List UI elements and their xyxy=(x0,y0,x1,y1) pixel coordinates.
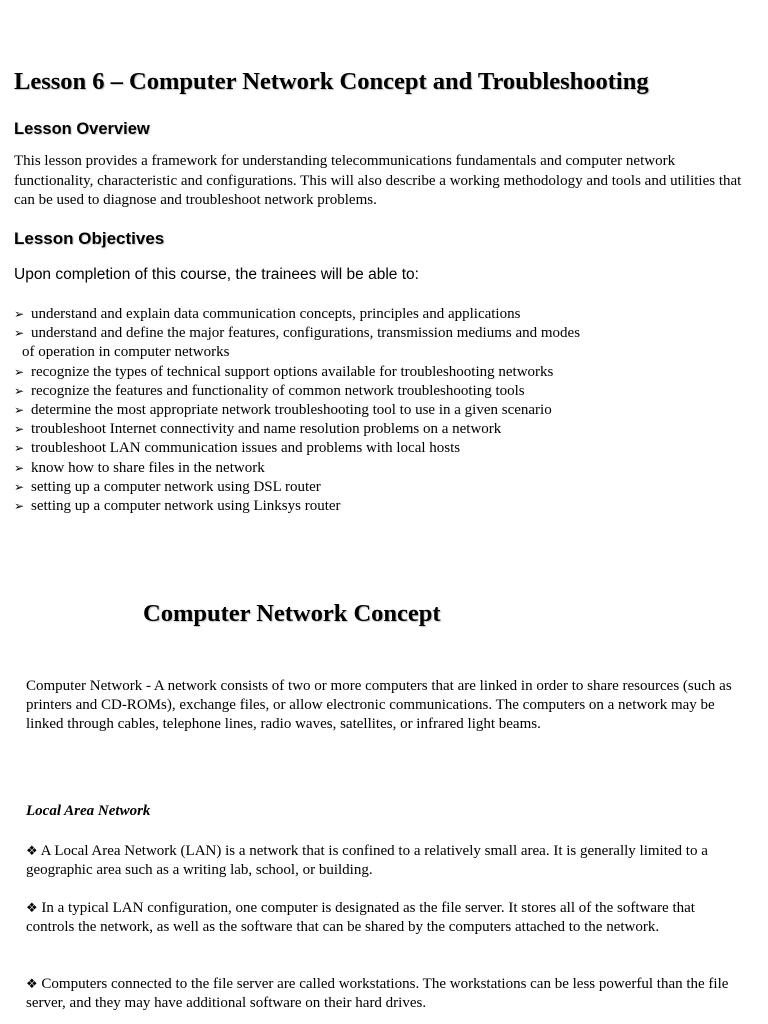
objective-item: ➢ recognize the features and functionality of common network troubleshooting tools xyxy=(14,382,734,401)
page-title: Lesson 6 – Computer Network Concept and Troubleshooting xyxy=(14,68,649,95)
objective-item: ➢ setting up a computer network using DSL router xyxy=(14,478,734,497)
lesson-overview-text: This lesson provides a framework for understanding telecommunications fundamentals and computer network functionality, characteristic and configurations. This will also describe a working methodology and tools and utilities that can be used to diagnose and troubleshoot network problems. xyxy=(14,153,742,208)
objective-item-continuation: of operation in computer networks xyxy=(22,344,230,361)
lan-paragraph: ❖ In a typical LAN configuration, one computer is designated as the file server. It stores all of the software that controls the network, as well as the software that can be shared by the computers attached to the network. xyxy=(26,900,695,936)
objective-item: ➢ know how to share files in the network xyxy=(14,459,734,478)
objective-item: ➢ troubleshoot Internet connectivity and name resolution problems on a network xyxy=(14,420,734,439)
objectives-list xyxy=(14,305,734,516)
objective-item: ➢ setting up a computer network using Linksys router xyxy=(14,497,734,516)
arrow-bullet-icon: ➢ xyxy=(14,364,25,379)
arrow-bullet-icon: ➢ xyxy=(14,460,25,475)
diamond-bullet-icon: ❖ xyxy=(26,977,38,992)
arrow-bullet-icon: ➢ xyxy=(14,422,25,437)
lan-paragraph: ❖ Computers connected to the file server are called workstations. The workstations can be less powerful than the file server, and they may have additional software on their hard drives. xyxy=(26,976,729,1012)
network-definition-text: Computer Network - A network consists of two or more computers that are linked in order to share resources (such as printers and CD-ROMs), exchange files, or allow electronic communications. The computers on a network may be linked through cables, telephone lines, radio waves, satellites, or infrared light beams. xyxy=(26,678,732,733)
lan-heading: Local Area Network xyxy=(26,803,151,819)
lesson-overview-heading: Lesson Overview xyxy=(14,120,150,138)
section-title-network-concept: Computer Network Concept xyxy=(143,600,441,627)
lan-paragraph: ❖ A Local Area Network (LAN) is a network that is confined to a relatively small area. It is generally limited to a geographic area such as a writing lab, school, or building. xyxy=(26,843,708,879)
diamond-bullet-icon: ❖ xyxy=(26,844,38,859)
arrow-bullet-icon: ➢ xyxy=(14,383,25,398)
objective-item: ➢ determine the most appropriate network troubleshooting tool to use in a given scenario xyxy=(14,401,734,420)
arrow-bullet-icon: ➢ xyxy=(14,499,25,514)
arrow-bullet-icon: ➢ xyxy=(14,307,25,321)
objective-item: ➢ recognize the types of technical support options available for troubleshooting networks xyxy=(14,363,734,382)
arrow-bullet-icon: ➢ xyxy=(14,403,25,418)
lesson-objectives-heading: Lesson Objectives xyxy=(14,229,165,248)
objectives-intro-text: Upon completion of this course, the trainees will be able to: xyxy=(14,266,419,283)
arrow-bullet-icon: ➢ xyxy=(14,479,25,494)
objective-item: ➢ understand and define the major features, configurations, transmission mediums and modes xyxy=(14,324,734,343)
objective-item: ➢ troubleshoot LAN communication issues and problems with local hosts xyxy=(14,439,734,458)
objective-item: ➢ understand and explain data communication concepts, principles and applications xyxy=(14,305,734,324)
arrow-bullet-icon: ➢ xyxy=(14,441,25,456)
arrow-bullet-icon: ➢ xyxy=(14,326,25,341)
diamond-bullet-icon: ❖ xyxy=(26,901,38,916)
